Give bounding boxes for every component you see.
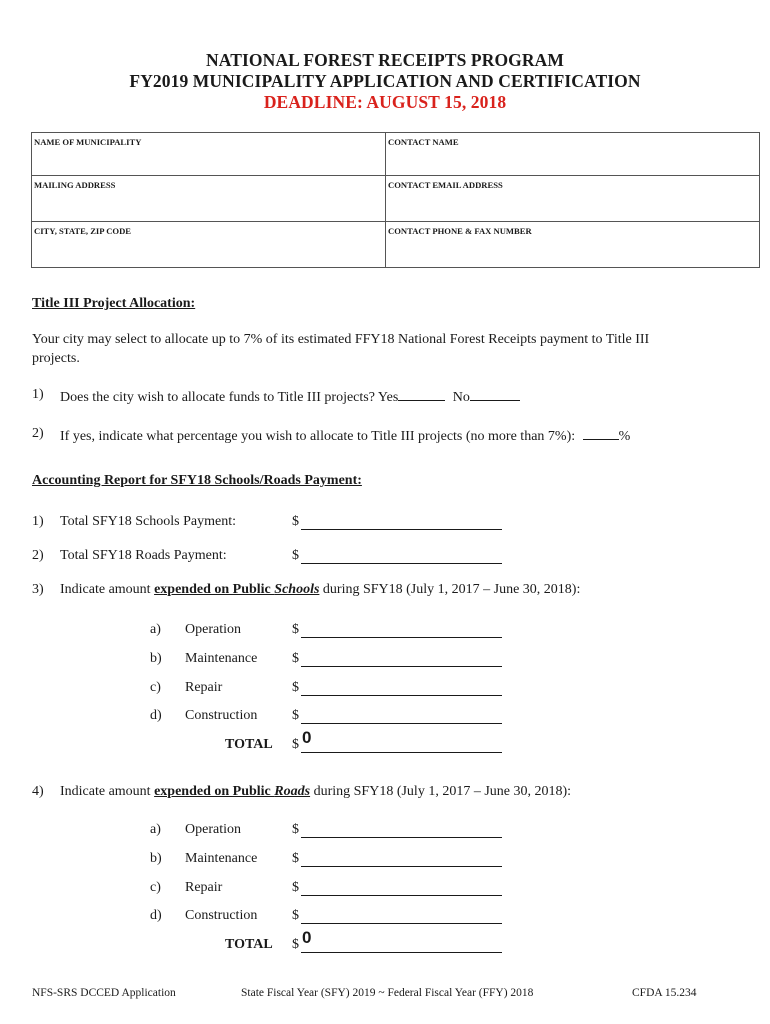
schools-maintenance-label: Maintenance xyxy=(185,651,258,666)
dollar-sign: $ xyxy=(292,548,299,563)
schools-construction-label: Construction xyxy=(185,708,258,723)
item-number: 1) xyxy=(32,514,44,529)
sub-item-letter: c) xyxy=(150,680,161,695)
footer-left: NFS-SRS DCCED Application xyxy=(32,987,176,999)
question-number: 1) xyxy=(32,387,44,402)
schools-operation-label: Operation xyxy=(185,622,241,637)
roads-total-value[interactable]: 0 xyxy=(302,928,312,947)
schools-expended-prompt xyxy=(60,582,580,598)
prompt-text: Indicate amount xyxy=(60,582,155,597)
sub-item-letter: d) xyxy=(150,708,162,723)
item-number: 2) xyxy=(32,548,44,563)
question-text: Does the city wish to allocate funds to Title III projects? Yes xyxy=(60,390,399,405)
deadline-notice: DEADLINE: AUGUST 15, 2018 xyxy=(263,92,507,112)
prompt-emphasis: expended on Public xyxy=(154,784,275,799)
dollar-sign: $ xyxy=(292,622,299,637)
prompt-text: Indicate amount xyxy=(60,784,155,799)
schools-payment-input[interactable] xyxy=(301,529,502,530)
schools-maintenance-input[interactable] xyxy=(301,666,502,667)
dollar-sign: $ xyxy=(292,737,299,752)
prompt-emphasis-italic: Roads xyxy=(274,784,311,799)
roads-payment-input[interactable] xyxy=(301,563,502,564)
field-label: MAILING ADDRESS xyxy=(34,180,116,190)
roads-operation-label: Operation xyxy=(185,822,241,837)
roads-total-input[interactable] xyxy=(301,952,502,953)
field-label: CONTACT PHONE & FAX NUMBER xyxy=(388,226,532,236)
percent-sign: % xyxy=(618,429,631,444)
sub-item-letter: b) xyxy=(150,851,162,866)
schools-repair-label: Repair xyxy=(185,680,223,695)
municipality-name-field[interactable] xyxy=(32,133,385,175)
field-label: CONTACT EMAIL ADDRESS xyxy=(388,180,503,190)
dollar-sign: $ xyxy=(292,651,299,666)
footer-right: CFDA 15.234 xyxy=(632,987,697,999)
dollar-sign: $ xyxy=(292,708,299,723)
dollar-sign: $ xyxy=(292,680,299,695)
municipality-info-table xyxy=(31,132,760,268)
accounting-heading: Accounting Report for SFY18 Schools/Roads Payment: xyxy=(32,473,362,488)
title3-intro: Your city may select to allocate up to 7% of its estimated FFY18 National Forest Receipts payment to Title III xyxy=(32,332,650,347)
roads-maintenance-input[interactable] xyxy=(301,866,502,867)
item-number: 4) xyxy=(32,784,44,799)
roads-repair-label: Repair xyxy=(185,880,223,895)
sub-item-letter: b) xyxy=(150,651,162,666)
yes-answer-blank[interactable] xyxy=(398,387,445,401)
roads-operation-input[interactable] xyxy=(301,837,502,838)
sub-item-letter: a) xyxy=(150,622,161,637)
sub-item-letter: a) xyxy=(150,822,161,837)
field-label: CITY, STATE, ZIP CODE xyxy=(34,226,132,236)
prompt-text: during SFY18 (July 1, 2017 – June 30, 2018): xyxy=(319,582,581,597)
title3-heading: Title III Project Allocation: xyxy=(32,296,196,311)
schools-construction-input[interactable] xyxy=(301,723,502,724)
question-text: If yes, indicate what percentage you wish to allocate to Title III projects (no more than 7%): xyxy=(60,429,576,444)
title3-intro-cont: projects. xyxy=(32,351,80,366)
footer-center: State Fiscal Year (SFY) 2019 ~ Federal Fiscal Year (FFY) 2018 xyxy=(241,987,534,999)
roads-maintenance-label: Maintenance xyxy=(185,851,258,866)
prompt-text: during SFY18 (July 1, 2017 – June 30, 2018): xyxy=(310,784,572,799)
dollar-sign: $ xyxy=(292,937,299,952)
item-number: 3) xyxy=(32,582,44,597)
percentage-blank[interactable] xyxy=(583,426,619,440)
dollar-sign: $ xyxy=(292,908,299,923)
roads-total-label: TOTAL xyxy=(225,937,273,952)
contact-phone-fax-field[interactable] xyxy=(386,222,759,268)
form-subtitle: FY2019 MUNICIPALITY APPLICATION AND CERTIFICATION xyxy=(129,71,641,91)
roads-repair-input[interactable] xyxy=(301,895,502,896)
contact-email-field[interactable] xyxy=(386,176,759,221)
no-label: No xyxy=(452,390,470,405)
mailing-address-field[interactable] xyxy=(32,176,385,221)
sub-item-letter: d) xyxy=(150,908,162,923)
roads-construction-label: Construction xyxy=(185,908,258,923)
city-state-zip-field[interactable] xyxy=(32,222,385,268)
schools-operation-input[interactable] xyxy=(301,637,502,638)
question-allocate-funds xyxy=(60,387,520,406)
schools-total-label: TOTAL xyxy=(225,737,273,752)
field-label: NAME OF MUNICIPALITY xyxy=(34,137,142,147)
question-percentage xyxy=(60,426,630,445)
roads-expended-prompt xyxy=(60,784,571,800)
dollar-sign: $ xyxy=(292,822,299,837)
dollar-sign: $ xyxy=(292,514,299,529)
schools-payment-label: Total SFY18 Schools Payment: xyxy=(60,514,236,529)
field-label: CONTACT NAME xyxy=(388,137,459,147)
no-answer-blank[interactable] xyxy=(470,387,520,401)
prompt-emphasis: expended on Public xyxy=(154,582,275,597)
sub-item-letter: c) xyxy=(150,880,161,895)
dollar-sign: $ xyxy=(292,851,299,866)
roads-construction-input[interactable] xyxy=(301,923,502,924)
question-number: 2) xyxy=(32,426,44,441)
dollar-sign: $ xyxy=(292,880,299,895)
schools-total-value[interactable]: 0 xyxy=(302,728,312,747)
roads-payment-label: Total SFY18 Roads Payment: xyxy=(60,548,227,563)
prompt-emphasis-italic: Schools xyxy=(274,582,320,597)
contact-name-field[interactable] xyxy=(386,133,759,175)
schools-repair-input[interactable] xyxy=(301,695,502,696)
form-title: NATIONAL FOREST RECEIPTS PROGRAM xyxy=(206,50,564,70)
schools-total-input[interactable] xyxy=(301,752,502,753)
